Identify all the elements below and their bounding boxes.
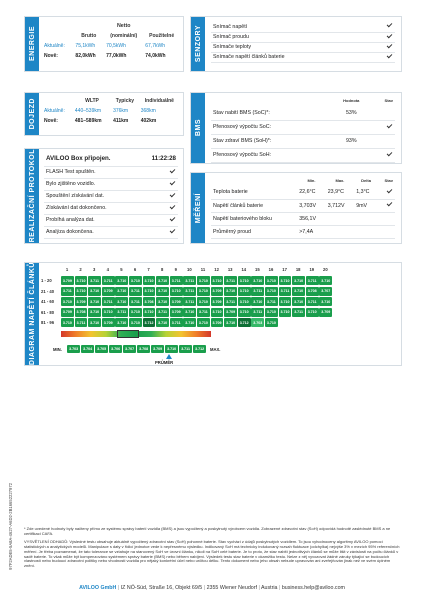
grid-cell: 3.711 bbox=[61, 287, 74, 296]
measure-col-min: Min. bbox=[307, 177, 316, 183]
grid-cell: 3.710 bbox=[211, 276, 224, 285]
footer: AVILOO GmbH | IZ NÖ-Süd, Straße 16, Objekt 69/5 | 2355 Wiener Neudorf | Austria | business.help@aviloo.com bbox=[79, 585, 345, 591]
check-icon bbox=[169, 228, 176, 235]
scale-cell: 3.706 bbox=[109, 345, 122, 353]
grid-column-header: 9 bbox=[174, 267, 177, 272]
grid-cell: 3.710 bbox=[224, 318, 237, 327]
range-panel bbox=[24, 92, 184, 136]
bms-row: Stav zdraví BMS (SoH)*: 93% bbox=[211, 134, 395, 148]
grid-cell: 3.711 bbox=[183, 287, 196, 296]
measure-col-max: Max. bbox=[335, 177, 345, 183]
grid-column-header: 19 bbox=[309, 267, 315, 272]
grid-cell: 3.710 bbox=[251, 276, 264, 285]
check-icon bbox=[386, 43, 393, 50]
grid-column-header: 15 bbox=[255, 267, 260, 272]
grid-cell: 3.711 bbox=[129, 297, 142, 306]
grid-column-header: 11 bbox=[200, 267, 206, 272]
protocol-header: AVILOO Box připojen. 11:22:28 bbox=[44, 152, 178, 166]
scale-max-label: MAX. bbox=[210, 347, 221, 352]
sensor-row: Snímače napětí článků baterie bbox=[211, 52, 395, 62]
scale-cell: 3.711 bbox=[179, 345, 192, 353]
check-icon bbox=[386, 33, 393, 40]
grid-cell: 3.710 bbox=[279, 297, 292, 306]
grid-cell: 3.709 bbox=[102, 287, 115, 296]
measure-row: Napětí článků baterie 3,703V 3,712V 9mV bbox=[211, 199, 395, 212]
energy-col-usable: Použitelné bbox=[149, 33, 175, 39]
range-col-wltp: WLTP bbox=[85, 98, 99, 104]
bms-col-state: Stav bbox=[384, 97, 393, 103]
bms-panel bbox=[190, 92, 402, 164]
grid-cell: 3.711 bbox=[306, 276, 319, 285]
grid-cell: 3.710 bbox=[61, 297, 74, 306]
sensors-panel bbox=[190, 16, 402, 72]
scale-min-label: MIN. bbox=[53, 347, 62, 352]
grid-cell: 3.710 bbox=[115, 318, 128, 327]
grid-cell: 3.710 bbox=[319, 297, 332, 306]
grid-cell: 3.710 bbox=[279, 308, 292, 317]
grid-cell: 3.708 bbox=[75, 308, 88, 317]
scale-cell: 3.703 bbox=[67, 345, 80, 353]
measure-row: Napětí bateriového bloku 356,1V bbox=[211, 212, 395, 225]
scale-cell: 3.705 bbox=[95, 345, 108, 353]
footer-country: Austria bbox=[261, 585, 278, 591]
grid-cell: 3.711 bbox=[75, 318, 88, 327]
grid-cell: 3.710 bbox=[197, 318, 210, 327]
grid-cell: 3.710 bbox=[183, 318, 196, 327]
grid-cell: 3.710 bbox=[156, 287, 169, 296]
grid-cell: 3.709 bbox=[211, 318, 224, 327]
average-label: PRŮMĚR bbox=[155, 360, 174, 365]
grid-cell: 3.710 bbox=[306, 308, 319, 317]
grid-column-header: 16 bbox=[268, 267, 274, 272]
bms-row: Přenosový výpočtu SoH: bbox=[211, 148, 395, 162]
grid-cell: 3.709 bbox=[61, 276, 74, 285]
diagram-panel bbox=[24, 262, 402, 366]
protocol-step: Získávání dat dokončeno. bbox=[44, 202, 178, 214]
sensors-side-label: SENZORY bbox=[191, 17, 205, 71]
grid-column-header: 5 bbox=[120, 267, 123, 272]
protocol-step: Analýza dokončena. bbox=[44, 226, 178, 238]
grid-column-header: 17 bbox=[282, 267, 287, 272]
grid-cell: 3.709 bbox=[224, 308, 237, 317]
grid-cell: 3.711 bbox=[197, 308, 210, 317]
grid-cell: 3.711 bbox=[279, 287, 292, 296]
grid-cell: 3.710 bbox=[319, 276, 332, 285]
grid-cell: 3.710 bbox=[102, 308, 115, 317]
grid-column-header: 12 bbox=[214, 267, 219, 272]
grid-cell: 3.710 bbox=[88, 308, 101, 317]
footer-city: 2355 Wiener Neudorf bbox=[206, 585, 257, 591]
energy-side-label: ENERGIE bbox=[25, 17, 39, 71]
bms-row: Přenosový výpočtu SoC: bbox=[211, 120, 395, 134]
grid-cell: 3.707 bbox=[319, 287, 332, 296]
energy-panel bbox=[24, 16, 184, 72]
grid-cell: 3.710 bbox=[88, 297, 101, 306]
footnotes bbox=[24, 527, 402, 569]
grid-cell: 3.710 bbox=[197, 287, 210, 296]
check-icon bbox=[169, 216, 176, 223]
grid-cell: 3.708 bbox=[143, 297, 156, 306]
grid-cell: 3.710 bbox=[115, 297, 128, 306]
grid-cell: 3.710 bbox=[143, 308, 156, 317]
energy-col-netto2: (nominální) bbox=[110, 33, 138, 39]
grid-cell: 3.710 bbox=[143, 287, 156, 296]
grid-cell: 3.711 bbox=[129, 287, 142, 296]
grid-row-label: 21 - 40 bbox=[41, 288, 55, 294]
grid-cell: 3.710 bbox=[265, 276, 278, 285]
sensor-row: Snímače teploty bbox=[211, 42, 395, 52]
grid-column-header: 8 bbox=[161, 267, 164, 272]
grid-column-header: 6 bbox=[133, 267, 137, 272]
grid-column-header: 4 bbox=[106, 267, 109, 272]
grid-cell: 3.710 bbox=[88, 318, 101, 327]
grid-cell: 3.710 bbox=[75, 276, 88, 285]
grid-cell: 3.711 bbox=[115, 308, 128, 317]
grid-cell: 3.709 bbox=[170, 308, 183, 317]
grid-cell: 3.709 bbox=[75, 297, 88, 306]
grid-cell: 3.711 bbox=[102, 276, 115, 285]
grid-cell: 3.708 bbox=[306, 287, 319, 296]
grid-cell: 3.709 bbox=[170, 297, 183, 306]
check-icon bbox=[386, 53, 393, 60]
grid-cell: 3.710 bbox=[292, 276, 305, 285]
sensor-row: Snímač proudu bbox=[211, 32, 395, 42]
check-icon bbox=[386, 22, 393, 29]
grid-cell: 3.710 bbox=[197, 276, 210, 285]
energy-row-current: Aktuálně: 75,1kWh 70,5kWh 67,7kWh bbox=[44, 43, 166, 49]
scale-zoom-box bbox=[117, 330, 139, 338]
grid-cell: 3.710 bbox=[156, 276, 169, 285]
cell-voltage-grid bbox=[39, 263, 401, 365]
grid-cell: 3.710 bbox=[88, 287, 101, 296]
protocol-step: Probíhá analýza dat. bbox=[44, 214, 178, 226]
grid-column-header: 10 bbox=[187, 267, 192, 272]
measure-col-delta: Delta bbox=[361, 177, 371, 183]
grid-row-label: 61 - 80 bbox=[41, 309, 55, 315]
grid-cell: 3.710 bbox=[224, 287, 237, 296]
grid-cell: 3.710 bbox=[170, 287, 183, 296]
grid-cell: 3.710 bbox=[211, 308, 224, 317]
scale-cell: 3.712 bbox=[193, 345, 206, 353]
footer-company: AVILOO GmbH bbox=[79, 585, 117, 591]
grid-column-header: 14 bbox=[241, 267, 247, 272]
grid-cell: 3.710 bbox=[183, 308, 196, 317]
range-row-current: Aktuálně: 440–539km 376km 368km bbox=[44, 108, 156, 114]
grid-cell: 3.710 bbox=[265, 287, 278, 296]
document-id: 97F2ADE5-5A8A-4627-A6D2-2B16652227972 bbox=[7, 483, 13, 570]
check-icon bbox=[169, 168, 176, 175]
grid-column-header: 20 bbox=[323, 267, 328, 272]
grid-cell: 3.711 bbox=[251, 308, 264, 317]
grid-row-label: 41 - 60 bbox=[41, 299, 55, 304]
grid-cell: 3.710 bbox=[265, 308, 278, 317]
check-icon bbox=[386, 188, 393, 195]
grid-cell: 3.709 bbox=[61, 308, 74, 317]
grid-cell: 3.710 bbox=[292, 297, 305, 306]
grid-cell: 3.710 bbox=[75, 287, 88, 296]
grid-cell: 3.709 bbox=[211, 287, 224, 296]
grid-row-label: 1 - 20 bbox=[41, 278, 52, 283]
grid-cell: 3.709 bbox=[211, 297, 224, 306]
protocol-step: FLASH Test spuštěn. bbox=[44, 166, 178, 178]
scale-cell: 3.709 bbox=[151, 345, 164, 353]
grid-cell: 3.709 bbox=[102, 318, 115, 327]
protocol-step: Bylo zjištěno vozidlo. bbox=[44, 178, 178, 190]
footnote: * Zde uvedené hodnoty byly načteny přímo ze systému správy baterií vozidla (BMS) a jsou vypočtený a poskytnutý výrobcem vozidla. Zobrazené zdravotní stav (SoH) odpovídá hodnotě zaslédnuté BMS a ne certifikaci CAFA. bbox=[24, 526, 391, 536]
grid-cell: 3.711 bbox=[183, 276, 196, 285]
grid-cell: 3.711 bbox=[170, 276, 183, 285]
check-icon bbox=[169, 204, 176, 211]
grid-cell: 3.711 bbox=[224, 276, 237, 285]
grid-cell: 3.711 bbox=[88, 276, 101, 285]
grid-cell: 3.712 bbox=[238, 318, 251, 327]
average-marker-icon bbox=[166, 354, 172, 359]
bms-row: Stav nabití BMS (SoC)*: 53% bbox=[211, 106, 395, 120]
grid-cell: 3.710 bbox=[279, 276, 292, 285]
range-side-label: DOJEZD bbox=[25, 93, 39, 135]
grid-cell: 3.710 bbox=[143, 276, 156, 285]
grid-cell: 3.710 bbox=[129, 276, 142, 285]
range-col-individual: Individuálně bbox=[144, 98, 174, 104]
grid-cell: 3.710 bbox=[265, 318, 278, 327]
sensor-row: Snímač napětí bbox=[211, 22, 395, 32]
grid-cell: 3.709 bbox=[319, 308, 332, 317]
grid-cell: 3.710 bbox=[129, 318, 142, 327]
footnote: VYSVĚTLENÍ ODHADŮ: Výsledné testu obsahuje aktuálně vypočtený zdravotní stav (SoH) pohonné baterie. Stav vychází z údajů poskytnutých vozidlem. To jsou vyhodnoceny algoritmy AVILOO pomocí statistických a analytických modelů. Manipulace s daty v řídicí jednotce vede k nepřesnému výsledku. Indikovaný SoH má technicky indukovaný rozsah fluktuace (odchylka) nejvýše 3% v mezích 95% referenčních měření. Je třeba poznamenat, že tato tolerance se vztahuje na stanovený SoH ve úrovni článku, nikoli na SoH celé baterie. Je to proto, že stav nabití jednotlivých článků se může lišit v závislosti na počtu článků v sadě baterie. To však může být kompenzováno systémem správy baterie (BMS) nebo během nabíjení. Výsledek testu stav baterie v okamžiku testu. Nelze z něj vyvozovat žádné záruky týkající se budoucích vlastností nebo budoucí zdravotní politiky nebo vhodnosti vozidla pro nějaký konkrétní účel nebo určitou délku. Tento dokument nebo jeho obsah nebude upravován ani zveřejňován jinak než ve svém úplném znění. bbox=[24, 538, 400, 569]
energy-row-new: Nově: 82,0kWh 77,0kWh 74,0kWh bbox=[44, 53, 166, 59]
measure-row: Průměrný proud >7,4A bbox=[211, 225, 395, 238]
grid-cell: 3.710 bbox=[238, 297, 251, 306]
grid-cell: 3.710 bbox=[129, 308, 142, 317]
grid-column-header: 3 bbox=[93, 267, 96, 272]
check-icon bbox=[386, 201, 393, 208]
protocol-side-label: REALIZAČNÍ PROTOKOL bbox=[25, 149, 39, 243]
check-icon bbox=[386, 151, 393, 158]
grid-cell: 3.711 bbox=[265, 297, 278, 306]
grid-column-header: 7 bbox=[147, 267, 150, 272]
diagram-side-label: DIAGRAM NAPĚTÍ ČLÁNKŮ bbox=[25, 263, 39, 365]
energy-col-netto: Netto bbox=[116, 23, 131, 29]
grid-cell: 3.711 bbox=[183, 297, 196, 306]
grid-cell: 3.710 bbox=[156, 318, 169, 327]
grid-cell: 3.710 bbox=[61, 318, 74, 327]
scale-cell: 3.707 bbox=[123, 345, 136, 353]
check-icon bbox=[169, 180, 176, 187]
grid-cell: 3.710 bbox=[292, 287, 305, 296]
range-col-typical: Typicky bbox=[115, 98, 135, 104]
grid-cell: 3.710 bbox=[156, 297, 169, 306]
scale-cell: 3.708 bbox=[137, 345, 150, 353]
grid-cell: 3.711 bbox=[224, 297, 237, 306]
grid-cell: 3.710 bbox=[115, 276, 128, 285]
grid-column-header: 1 bbox=[65, 267, 69, 272]
bms-side-label: BMS bbox=[191, 93, 205, 163]
measure-row: Teplota baterie 22,6°C 23,9°C 1,3°C bbox=[211, 186, 395, 199]
grid-cell: 3.710 bbox=[197, 297, 210, 306]
grid-cell: 3.711 bbox=[170, 318, 183, 327]
grid-cell: 3.710 bbox=[115, 287, 128, 296]
footer-address: IZ NÖ-Süd, Straße 16, Objekt 69/5 bbox=[120, 585, 203, 591]
grid-cell: 3.711 bbox=[102, 297, 115, 306]
grid-cell: 3.703 bbox=[251, 318, 264, 327]
check-icon bbox=[386, 123, 393, 130]
grid-cell: 3.712 bbox=[143, 318, 156, 327]
grid-column-header: 18 bbox=[295, 267, 301, 272]
grid-column-header: 13 bbox=[227, 267, 233, 272]
measure-side-label: MĚŘENÍ bbox=[191, 173, 205, 243]
check-icon bbox=[169, 192, 176, 199]
measure-col-state: Stav bbox=[384, 177, 393, 183]
scale-cell: 3.704 bbox=[81, 345, 94, 353]
grid-cell: 3.711 bbox=[292, 308, 305, 317]
grid-cell: 3.711 bbox=[156, 308, 169, 317]
measure-panel bbox=[190, 172, 402, 244]
range-row-new: Nově: 481–589km 411km 402km bbox=[44, 118, 157, 124]
bms-col-value: Hodnota bbox=[343, 97, 360, 103]
grid-cell: 3.710 bbox=[238, 308, 251, 317]
footer-email: business.help@aviloo.com bbox=[281, 585, 345, 591]
grid-row-label: 81 - 96 bbox=[41, 320, 55, 325]
grid-cell: 3.711 bbox=[306, 297, 319, 306]
grid-cell: 3.710 bbox=[238, 287, 251, 296]
grid-cell: 3.710 bbox=[251, 297, 264, 306]
grid-cell: 3.710 bbox=[238, 276, 251, 285]
grid-cell: 3.711 bbox=[251, 287, 264, 296]
scale-cell: 3.710 bbox=[165, 345, 178, 353]
protocol-step: Spouštění získávání dat. bbox=[44, 190, 178, 202]
protocol-panel bbox=[24, 148, 184, 244]
energy-col-brutto: Brutto bbox=[81, 33, 97, 39]
grid-column-header: 2 bbox=[79, 267, 82, 272]
